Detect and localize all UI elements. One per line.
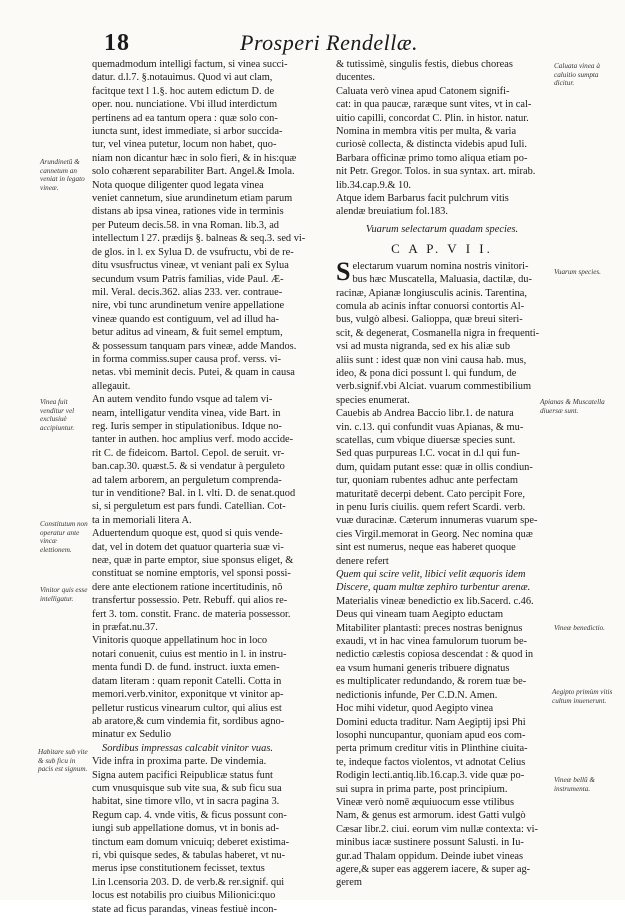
text-line: Domini educta traditur. Nam Aegiptij ipsi Phi [336,716,526,728]
text-line: Rodigin lecti.antiq.lib.16.cap.3. vide quæ po- [336,770,525,782]
text-line: datam literam : quam reponit Catelli. Cotta in [92,675,282,687]
text-line: gerem [336,877,362,889]
text-line: Nomina in membra vitis per multa, & varia [336,126,517,138]
chapter-body [336,256,548,568]
text-line: si, si perguletum est pars fundi. Catellian. Cot- [92,501,286,513]
text-line: fert 3. tom. constit. Franc. de materia possessor. [92,608,291,620]
text-line: cum vnusquisque sub vite sua, & sub ficu sua [92,782,282,794]
text-line: memori.verb.vinitor, exponitque vt vinitor ap- [92,689,284,701]
text-line: ban.cap.30. quæst.5. & si vendatur à perguleto [92,461,285,473]
text-line: habitat, sine timore vllo, vt in sacra pagina 3. [92,796,280,808]
text-line: alendæ breuiatium fol.183. [336,206,448,218]
text-line: sui supra in prima parte, post principium. [336,783,508,795]
text-line: state ad ficus parandas, vineas festiuè incon- [92,903,277,915]
text-line: Vide infra in proxima parte. De vindemia. [92,756,267,768]
chapter-text [336,256,548,568]
left-quote: Sordibus impressas calcabit vinitor vuas. [102,742,273,754]
text-line: pertinens ad ea tantum opera : quæ solo con- [92,112,278,124]
text-line: locus est notabilis pro ciuibus Milionici:quo [92,890,276,902]
text-line: quemadmodum intelligi factum, si vinea succi- [92,59,288,70]
text-line: Nota quoque diligenter quod legata vinea [92,179,264,191]
text-line: allegauit. [92,380,131,392]
text-line: in præfat.nu.37. [92,622,158,634]
margin-note-right-1: Caluata vinea à caluitio sumpta dicitur. [554,62,600,88]
text-line: Signa autem pacifici Reipublicæ status funt [92,769,273,781]
text-line: comula ab acinis inftar conuorsi contortis Al- [336,300,525,312]
text-line: Mitabiliter plantasti: preces nostras benignus [336,622,523,634]
text-line: Deus qui vineam tuam Aegipto eductam [336,609,504,621]
text-line: Regum cap. 4. vnde vitis, & ficus possunt con- [92,809,287,821]
text-line: dere ante electionem ratione incertitudinis, nõ [92,581,283,593]
text-line: reg. Iuris semper in stipulationibus. Idque no- [92,420,282,432]
text-line: aliis sunt : idest quæ non vini causa hab. mus, [336,354,527,366]
text-line: bus, vulgò albesi. Galioppa, quæ breui siteri- [336,314,523,326]
text-line: neæ, quæ in parte emptor, siue sponsus eliget, & [92,555,294,567]
text-line: denere refert [336,555,389,567]
text-line: netas. vbi meminit decis. Putei, & quam in causa [92,367,295,379]
text-line: facitque text l 1.§. hoc autem edictum D. de [92,85,275,97]
text-line: scatellas, cum vbique diuersæ species sunt. [336,434,516,446]
text-line: constituat se nomine emptoris, vel sponsi possi- [92,568,291,580]
text-line: lib.34.cap.9.& 10. [336,179,412,191]
margin-note-left-4: Vinitor quis esse intelligatur. [40,586,88,603]
text-line: nit Petr. Gregor. Tolos. in sua syntax. art. mirab. [336,166,536,178]
text-line: transfertur possessio. Petr. Rebuff. qui alios re- [92,595,288,607]
text-line: Barbara officinæ primo tomo aliqua etiam po- [336,152,528,164]
text-line: scit, & degenerat, Cosmanella nigra in frequenti- [336,327,540,339]
text-line: vin. c.13. qui confundit vuas Apianas, & mu- [336,421,524,433]
chapter-heading: C A P. V I I. [391,241,493,257]
text-line: merus ipse constitutionem fecisset, textus [92,863,265,875]
section-title: Vuarum selectarum quadam species. [365,223,519,235]
margin-note-left-3: Constitutum non operatur ante vincæ elettionem. [40,520,88,554]
text-line: nedictionis infunde, Per C.D.N. Amen. [336,689,498,701]
margin-note-right-6: Vineæ bellū & instrumenta. [554,776,595,793]
folio-number: 18 [104,30,130,56]
text-line: cat: in qua paucæ, raræque sunt vites, vt in cal- [336,99,532,111]
text-line: vineæ quando est contiguum, vel ad illud ha- [92,313,279,325]
right-quote [336,568,548,595]
left-column [92,58,328,916]
text-line: Discere, quam multæ zephiro turbentur arenæ. [336,582,531,594]
right-column [336,58,548,890]
text-line: uitio capilli, concordat C. Plin. in histor. natur. [336,112,529,124]
text-line: electarum vuarum nomina nostris vinitori- [352,260,529,272]
text-line: Caluata verò vinea apud Catonem signifi- [336,85,510,97]
text-line: vsi ad musta nigranda, sed ex his aliæ sub [336,341,511,353]
text-line: tur in venditione? Bal. in l. vlti. D. de senat.quod [92,488,296,499]
drop-cap: S [336,256,351,286]
right-text-after-quote [336,595,548,890]
text-line: Nam, & genus est armorum. idest Gatti vulgò [336,810,526,822]
text-line: Hoc mihi videtur, quod Aegipto vinea [336,703,494,715]
text-line: pelletur rusticus vinearum cultor, qui alius est [92,702,282,714]
text-line: & tutissimè, singulis festis, diebus choreas [336,59,513,70]
margin-note-right-5: Aegipto primùm vitis cultum inuenerunt. [552,688,613,705]
text-line: ad talem arborem, an perguletum comprenda- [92,474,282,486]
text-line: Quem qui scire velit, libici velit æquoris idem [336,569,526,581]
text-line: betur aditus ad vineam, & fuit semel emptum, [92,327,283,339]
text-line: tur, quoniam rubentes adhuc ante perfectam [336,475,518,487]
text-line: iuncta sunt, idest immediate, si arbor succida- [92,126,283,138]
text-line: agere,& super eas aggerem iacere, & super ag- [336,863,531,875]
text-line: solo cohærent separabiliter Bart. Angel.& Imola. [92,166,295,178]
text-line: ideo, & pona dici possunt l. qui fundum, de [336,367,517,379]
text-line: verb.signif.vbi Alciat. vuarum commestibilium [336,381,532,393]
text-line: de glos. in l. ex Sylua D. de vsufructu, vbi de re- [92,246,294,258]
text-line: intellectum l 27. prædijs §. balneas & seq.3. sed vi- [92,233,306,245]
text-line: An autem vendito fundo vsque ad talem vi- [92,394,273,406]
text-line: oper. nou. nunciatione. Vbi illud interdictum [92,99,278,111]
text-line: neam, intelligatur vendita vinea, vide Bart. in [92,407,281,419]
text-line: cies Virgil.memorat in Georg. Nec nomina quæ [336,528,533,540]
text-line: ditu vsusfructus vineæ, vt veniant pali ex Sylua [92,260,289,272]
text-line: tanter in authen. hoc amplius verf. modo accide- [92,434,294,446]
text-line: & possessum tanquam pars vineæ, adde Mandos. [92,340,297,352]
margin-note-left-2: Vinea fuit venditur vel exclusiuè accipiuntur. [40,398,75,432]
text-line: rit C. de fideicom. Bartol. Cepol. de seruit. vr- [92,447,285,459]
text-line: racinæ, Apianæ longiusculis acinis. Tarentina, [336,287,527,299]
text-line: Materialis vineæ benedictio ex lib.Sacerd. c.46. [336,595,534,607]
text-line: losophi nuncupantur, quoniam apud eos com- [336,729,526,741]
text-line: bus hæc Muscatella, Maluasia, dactilæ, du- [352,274,532,286]
text-line: mil. Veral. decis.362. alias 233. ver. contraue- [92,286,283,298]
text-line: Aduertendum quoque est, quod si quis vende- [92,528,283,540]
text-line: Vinitoris quoque appellatinum hoc in loco [92,635,268,647]
text-line: ta in memoriali litera A. [92,514,192,526]
text-line: veniet cannetum, siue arundinetum etiam parum [92,193,293,205]
left-text-after-quote [92,755,328,916]
margin-note-right-4: Vineæ benedictio. [554,624,605,632]
text-line: iungi sub appellatione domus, vt in bonis ad- [92,823,280,835]
text-line: menta fundi D. de fund. instruct. iuxta emen- [92,662,280,674]
text-line: ab aratore,& cum vindemia fit, sordibus agno- [92,715,285,727]
text-line: Atque idem Barbarus facit pulchrum vitis [336,193,509,205]
text-line: tur, vel vinea putetur, locum non habet, quo- [92,139,277,151]
text-line: gur.ad Thalam oppidum. Deinde iubet vineas [336,850,524,862]
running-head: Prosperi Rendellæ. [240,30,419,55]
text-line: nire, vbi tunc arundinetum venire appellatione [92,300,285,312]
text-line: dat, vel in dotem det quatuor quarteria suæ vi- [92,541,284,553]
text-line: ducentes. [336,72,375,84]
text-line: maturitatē decerpi debent. Cato percipit Fore, [336,488,525,500]
text-line: in penu Iuris ciuilis. quem refert Scardi. verb. [336,502,526,513]
text-line: tinctum eam domum vnicuiq; deberet existima- [92,836,290,848]
margin-note-left-1: Arundinetū & cannetum an veniat in legato vineæ. [40,158,85,192]
text-line: perta primum creditur vitis in Plinthine ciuita- [336,743,528,755]
text-line: curiosè collecta, & distincta videbis apud Iuli. [336,139,528,151]
margin-note-right-3: Apianas & Muscatella diuersæ sunt. [540,398,605,415]
margin-note-right-2: Vuarum species. [554,268,601,276]
text-line: exaudi, vt in hac vinea famulorum tuorum be- [336,636,528,648]
text-line: Cauebis ab Andrea Baccio libr.1. de natura [336,408,514,420]
margin-note-left-5: Habitare sub vite & sub ficu in pacis est signum. [38,748,88,774]
text-line: l.in l.censoria 203. D. de verb.& rer.signif. qui [92,876,285,888]
text-line: vuæ duracinæ. Cæterum innumeras vuarum spe- [336,515,538,527]
text-line: ea vsum humani generis tribuere dignatus [336,662,510,674]
text-line: nedictio cælestis copiosa descendat : & quod in [336,649,534,661]
text-line: Sed quas purpureas I.C. vocat in d.l qui fun- [336,448,520,460]
left-text-block [92,58,328,742]
text-line: species enumerat. [336,394,410,406]
text-line: niam non dicantur hæc in solo fieri, & in his:quæ [92,152,297,164]
right-text-block [336,58,548,219]
text-line: datur. d.l.7. §.notauimus. Quod vi aut clam, [92,72,273,84]
text-line: sint est numerus, neque eas haberet quoque [336,542,516,554]
text-line: Cæsar libr.2. ciui. eorum vim nullæ contexta: vi- [336,823,539,835]
text-line: secundum vsum Patris familias, vide Paul. Æ- [92,273,284,285]
text-line: Vineæ verò nomē æquiuocum esse vtilibus [336,796,515,808]
text-line: notari conuenit, cuius est mentio in l. in instru- [92,648,287,660]
text-line: te, indeque factos violentos, vt adnotat Celius [336,756,526,768]
text-line: distans ab ipsa vinea, rationes vide in terminis [92,206,284,218]
text-line: ri, vbi quisque sedes, & tabulas haberet, vt nu- [92,849,286,861]
text-line: es multiplicater redundando, & rorem tuæ be- [336,676,527,688]
text-line: per Puteum decis.58. in vna Roman. lib.3, ad [92,219,280,231]
text-line: minibus iacæ sustinere possunt Salusti. in Iu- [336,837,524,849]
text-line: dum, quidam putant esse: quæ in ollis condiun- [336,461,533,473]
text-line: minatur ex Sedulio [92,729,172,741]
text-line: in forma commiss.super causa prof. verss. vi- [92,353,282,365]
